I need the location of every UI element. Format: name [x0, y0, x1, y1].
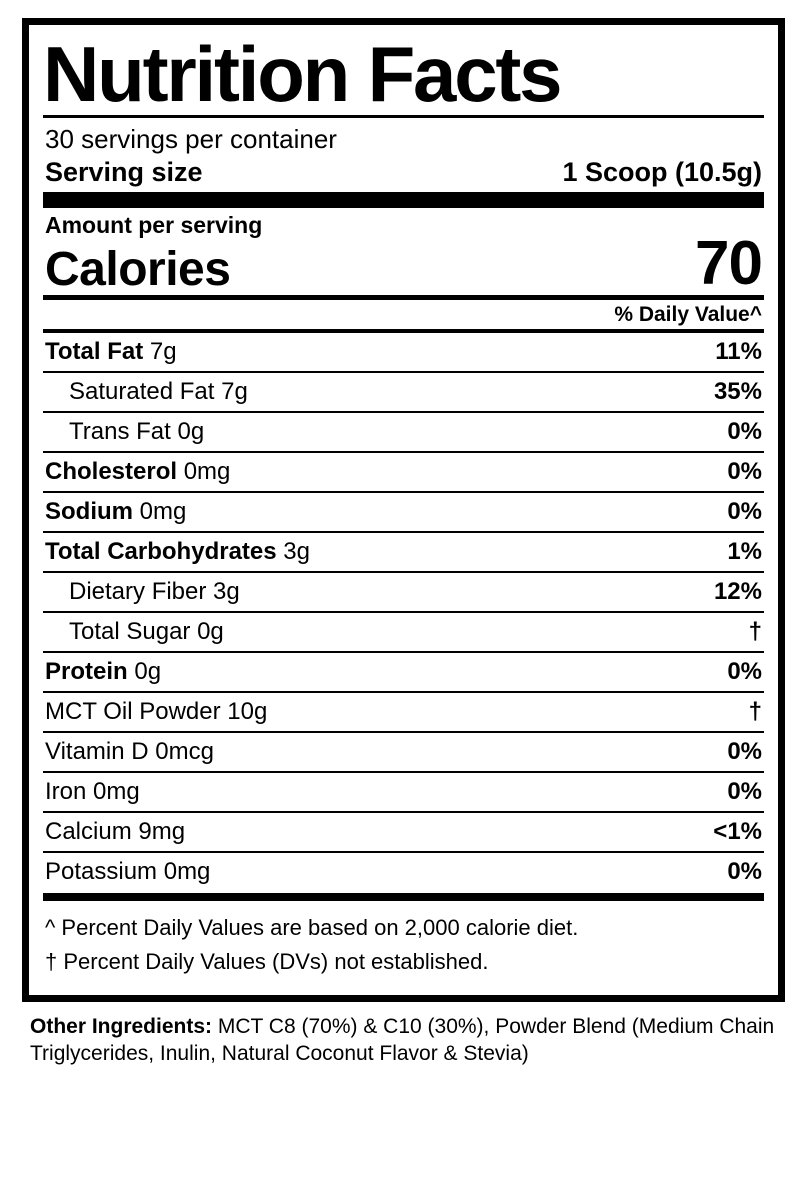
footnote-daily-values: ^ Percent Daily Values are based on 2,000 calorie diet.	[45, 915, 579, 941]
footnote-dv-not-established: † Percent Daily Values (DVs) not established.	[45, 949, 489, 975]
servings-per-container: 30 servings per container	[45, 124, 337, 155]
serving-size-row	[45, 157, 762, 188]
other-ingredients-text: MCT C8 (70%) & C10 (30%), Powder Blend (Medium Chain Triglycerides, Inulin, Natural Coconut Flavor & Stevia)	[30, 1015, 775, 1065]
nutrient-daily-value: 0%	[670, 492, 764, 532]
calories-row	[45, 229, 762, 299]
nutrient-name: Calcium	[45, 818, 132, 846]
nutrient-name: Protein	[45, 658, 128, 686]
nutrient-daily-value: 1%	[670, 532, 764, 572]
nutrient-name-cell	[43, 772, 670, 812]
nutrient-name: Cholesterol	[45, 458, 178, 486]
nutrient-daily-value: †	[670, 692, 764, 732]
nutrient-name: Iron	[45, 778, 87, 806]
nutrient-name-cell	[43, 452, 670, 492]
table-row	[43, 572, 764, 612]
nutrient-name-cell	[43, 852, 670, 891]
nutrient-amount: 0mg	[93, 778, 140, 806]
nutrient-name: Total Carbohydrates	[45, 538, 277, 566]
nutrition-facts-panel	[22, 18, 785, 1002]
nutrient-name-cell	[43, 331, 670, 372]
footnotes	[43, 893, 764, 975]
table-row	[43, 852, 764, 891]
table-row	[43, 612, 764, 652]
calories-label: Calories	[45, 242, 231, 296]
nutrient-name-cell	[43, 572, 670, 612]
table-row	[43, 652, 764, 692]
page-title: Nutrition Facts	[43, 30, 561, 118]
nutrient-daily-value: 0%	[670, 652, 764, 692]
nutrient-name: Saturated Fat	[69, 378, 215, 406]
nutrient-amount: 0g	[177, 418, 205, 446]
other-ingredients-label: Other Ingredients:	[30, 1015, 213, 1039]
nutrient-daily-value: 0%	[670, 452, 764, 492]
daily-value-header: % Daily Value^	[614, 303, 762, 327]
serving-size-value: 1 Scoop (10.5g)	[562, 157, 762, 188]
nutrient-name-cell	[43, 412, 670, 452]
nutrient-name: Trans Fat	[69, 418, 171, 446]
serving-size-label: Serving size	[45, 157, 203, 188]
divider-under-calories	[43, 295, 764, 300]
nutrient-daily-value: 0%	[670, 772, 764, 812]
nutrient-daily-value: 0%	[670, 852, 764, 891]
nutrient-name: MCT Oil Powder	[45, 698, 221, 726]
nutrient-name-cell	[43, 652, 670, 692]
nutrient-name-cell	[43, 532, 670, 572]
nutrient-daily-value: <1%	[670, 812, 764, 852]
nutrient-name: Dietary Fiber	[69, 578, 207, 606]
table-row	[43, 812, 764, 852]
nutrient-amount: 7g	[221, 378, 248, 406]
calories-value: 70	[695, 229, 762, 299]
nutrient-name: Sodium	[45, 498, 133, 526]
nutrient-amount: 0mg	[183, 458, 231, 486]
nutrient-daily-value: 11%	[670, 331, 764, 372]
divider-thick-calories	[43, 192, 764, 208]
table-row	[43, 452, 764, 492]
nutrient-daily-value: 0%	[670, 412, 764, 452]
nutrient-amount: 10g	[227, 698, 268, 726]
table-row	[43, 372, 764, 412]
nutrient-daily-value: †	[670, 612, 764, 652]
nutrient-name-cell	[43, 692, 670, 732]
other-ingredients	[30, 1014, 777, 1068]
nutrient-amount: 0mg	[139, 498, 187, 526]
table-row	[43, 732, 764, 772]
nutrient-name-cell	[43, 372, 670, 412]
nutrient-amount: 9mg	[138, 818, 186, 846]
nutrient-amount: 3g	[213, 578, 240, 606]
nutrient-name-cell	[43, 812, 670, 852]
nutrient-name-cell	[43, 612, 670, 652]
amount-per-serving-label: Amount per serving	[45, 212, 263, 239]
nutrient-amount: 3g	[283, 538, 310, 566]
table-row	[43, 412, 764, 452]
table-row	[43, 331, 764, 372]
nutrient-name-cell	[43, 732, 670, 772]
nutrient-amount: 0mcg	[155, 738, 214, 766]
table-row	[43, 692, 764, 732]
nutrient-amount: 0g	[197, 618, 224, 646]
nutrient-name: Vitamin D	[45, 738, 149, 766]
nutrient-name: Potassium	[45, 858, 158, 886]
nutrient-daily-value: 12%	[670, 572, 764, 612]
nutrient-name: Total Sugar	[69, 618, 191, 646]
nutrient-name: Total Fat	[45, 338, 144, 366]
nutrient-amount: 7g	[149, 338, 177, 366]
table-row	[43, 492, 764, 532]
nutrient-amount: 0mg	[163, 858, 211, 886]
nutrient-name-cell	[43, 492, 670, 532]
nutrients-table	[43, 329, 764, 891]
table-row	[43, 772, 764, 812]
nutrient-daily-value: 0%	[670, 732, 764, 772]
table-row	[43, 532, 764, 572]
nutrient-amount: 0g	[134, 658, 162, 686]
nutrient-daily-value: 35%	[670, 372, 764, 412]
